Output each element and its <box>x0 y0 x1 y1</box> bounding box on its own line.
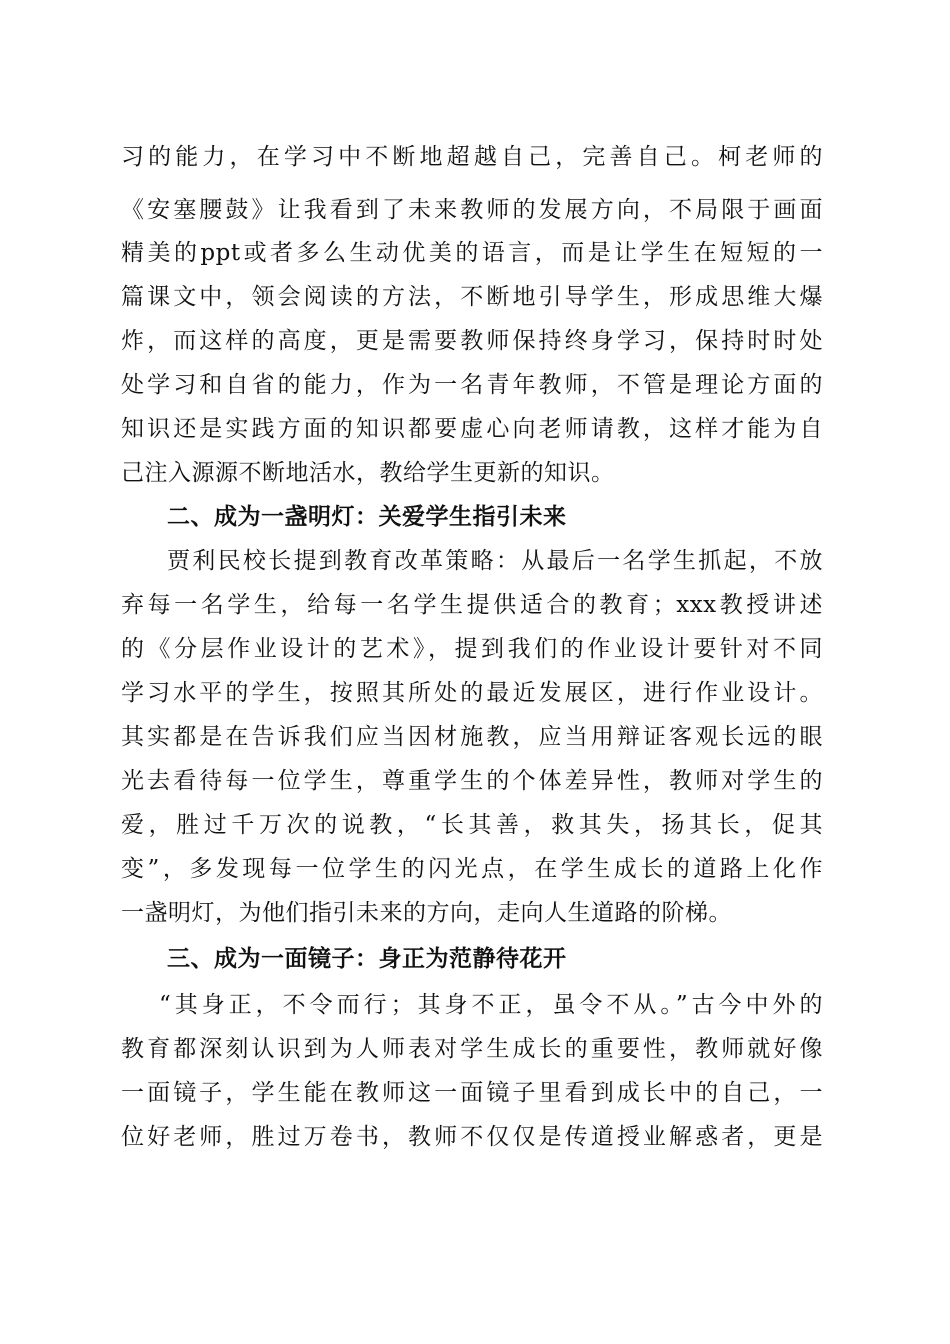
paragraph-line: 的《分层作业设计的艺术》，提到我们的作业设计要针对不同 <box>121 636 823 662</box>
paragraph-line: 光去看待每一位学生，尊重学生的个体差异性，教师对学生的 <box>121 768 823 794</box>
paragraph-line: 处学习和自省的能力，作为一名青年教师，不管是理论方面的 <box>121 372 823 398</box>
paragraph-line: 习的能力，在学习中不断地超越自己，完善自己。柯老师的 <box>121 144 823 170</box>
paragraph-line: 学习水平的学生，按照其所处的最近发展区，进行作业设计。 <box>121 680 823 706</box>
paragraph-line: “其身正，不令而行；其身不正，虽令不从。”古今中外的 <box>159 992 823 1018</box>
paragraph-line: 一面镜子，学生能在教师这一面镜子里看到成长中的自己，一 <box>121 1080 823 1106</box>
paragraph-line: 其实都是在告诉我们应当因材施教，应当用辩证客观长远的眼 <box>121 724 823 750</box>
paragraph-line: 变”，多发现每一位学生的闪光点，在学生成长的道路上化作 <box>121 856 823 882</box>
paragraph-line: 篇课文中，领会阅读的方法，不断地引导学生，形成思维大爆 <box>121 284 823 310</box>
paragraph-line: 知识还是实践方面的知识都要虚心向老师请教，这样才能为自 <box>121 416 823 442</box>
paragraph-line: 一盏明灯，为他们指引未来的方向，走向人生道路的阶梯。 <box>121 900 732 926</box>
paragraph-line: 位好老师，胜过万卷书，教师不仅仅是传道授业解惑者，更是 <box>121 1124 823 1150</box>
paragraph-line: 贾利民校长提到教育改革策略：从最后一名学生抓起，不放 <box>167 548 823 574</box>
paragraph-line: 弃每一名学生，给每一名学生提供适合的教育；xxx教授讲述 <box>121 592 823 618</box>
paragraph-line: 炸，而这样的高度，更是需要教师保持终身学习，保持时时处 <box>121 328 823 354</box>
paragraph-line: 精美的ppt或者多么生动优美的语言，而是让学生在短短的一 <box>121 240 823 266</box>
paragraph-line: 《安塞腰鼓》让我看到了未来教师的发展方向，不局限于画面 <box>121 197 823 223</box>
section-heading-2: 二、成为一盏明灯：关爱学生指引未来 <box>167 504 567 530</box>
paragraph-line: 己注入源源不断地活水，教给学生更新的知识。 <box>121 460 615 486</box>
section-heading-3: 三、成为一面镜子：身正为范静待花开 <box>167 946 567 972</box>
paragraph-line: 教育都深刻认识到为人师表对学生成长的重要性，教师就好像 <box>121 1036 823 1062</box>
paragraph-line: 爱，胜过千万次的说教，“长其善，救其失，扬其长，促其 <box>121 812 823 838</box>
